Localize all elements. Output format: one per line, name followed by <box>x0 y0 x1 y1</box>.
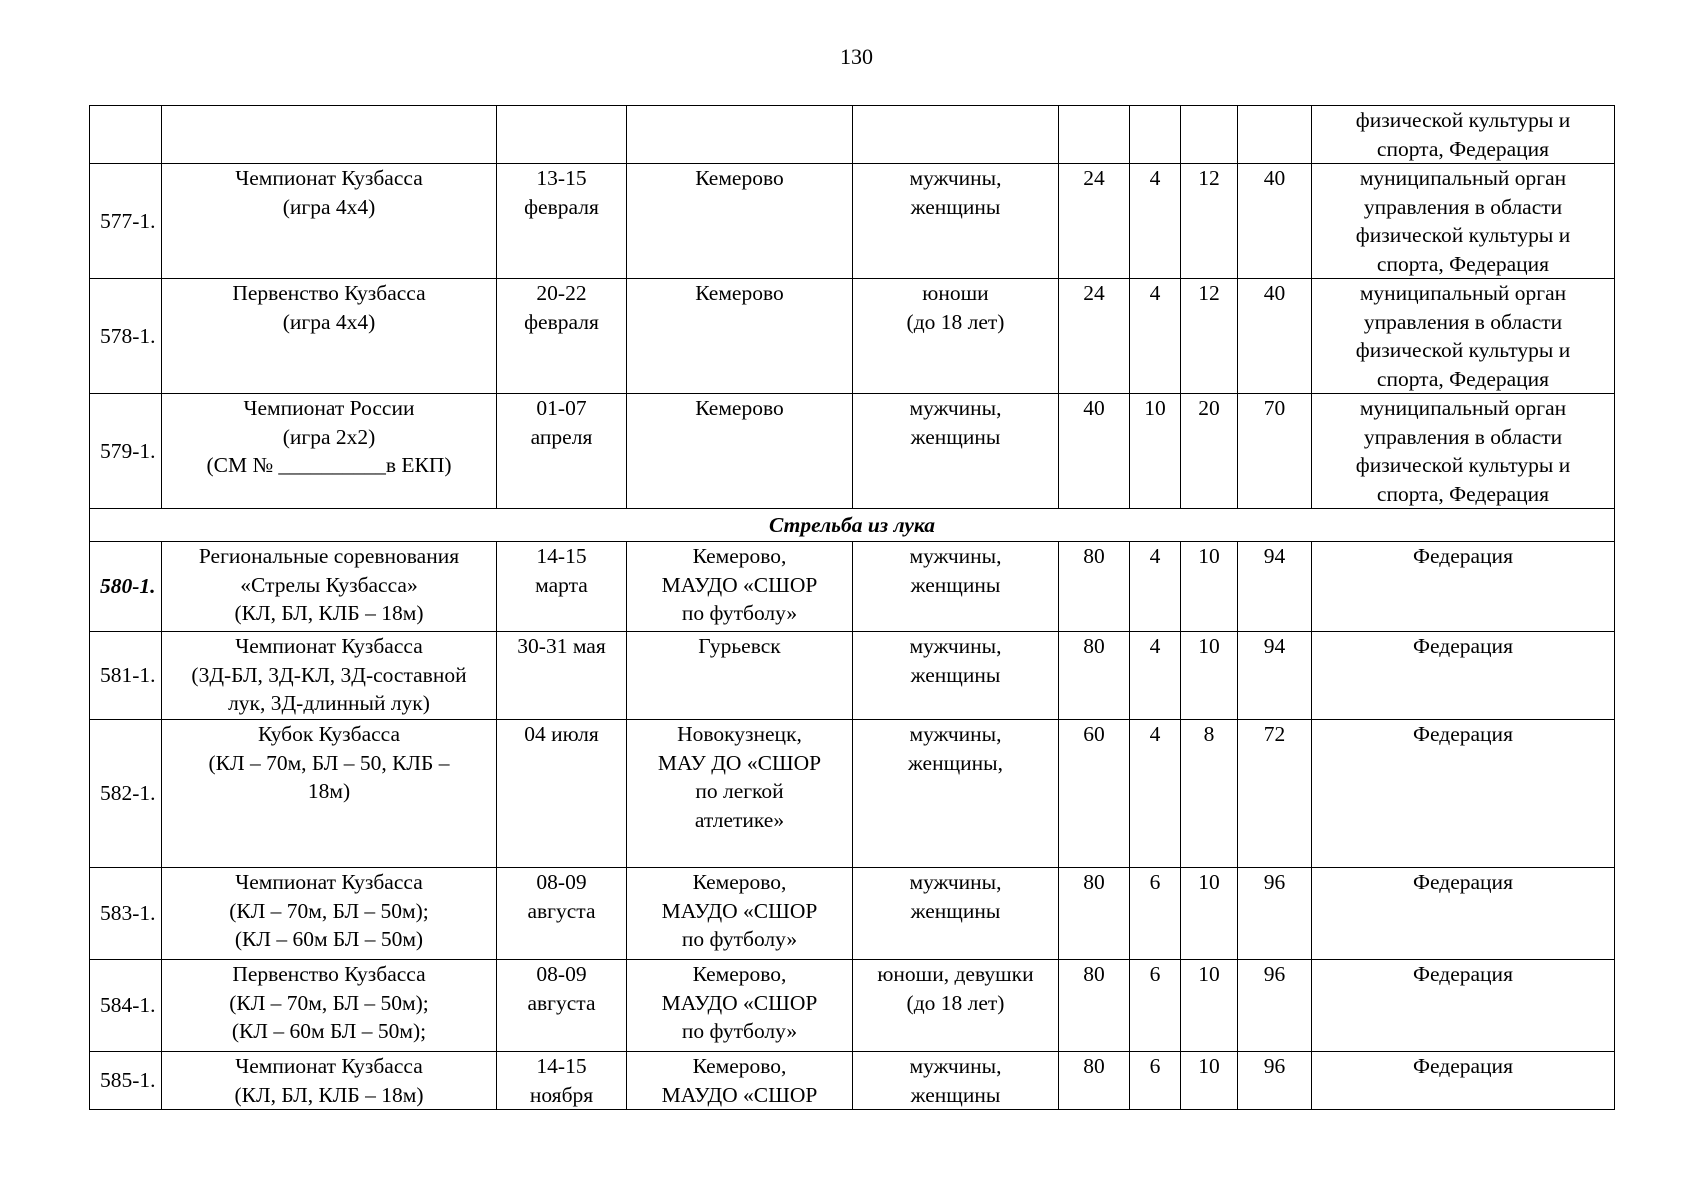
cell-number <box>90 164 162 279</box>
count-value: 40 <box>1263 166 1286 190</box>
organizer-line: Федерация <box>1413 722 1513 746</box>
event-name-line: Чемпионат Кузбасса <box>235 870 423 894</box>
date-line: 14-15 <box>536 544 587 568</box>
event-name-line: Чемпионат Кузбасса <box>235 634 423 658</box>
cell-count-3 <box>1181 632 1238 720</box>
organizer-line: муниципальный орган <box>1359 281 1567 305</box>
count-value: 96 <box>1263 870 1286 894</box>
cell-count-2 <box>1130 394 1181 509</box>
cell-count-3 <box>1181 279 1238 394</box>
count-value: 4 <box>1149 722 1161 746</box>
count-value: 80 <box>1083 634 1105 658</box>
venue-line: Кемерово <box>695 281 784 305</box>
count-value: 24 <box>1083 166 1105 190</box>
cell-event-name <box>162 164 497 279</box>
cell-dates <box>497 394 627 509</box>
cell-number <box>90 106 162 164</box>
event-name-line: (КЛ – 70м, БЛ – 50м); <box>229 990 429 1015</box>
organizer-line: Федерация <box>1413 1054 1513 1078</box>
row-number: 583-1. <box>100 901 156 926</box>
cell-event-name <box>162 720 497 868</box>
date-line: 30-31 мая <box>517 634 606 658</box>
table-row <box>90 720 1615 868</box>
count-value: 8 <box>1203 722 1215 746</box>
section-heading: Стрельба из лука <box>90 509 1615 542</box>
organizer-line: спорта, Федерация <box>1376 481 1550 506</box>
cell-participants <box>853 279 1059 394</box>
cell-count-3 <box>1181 542 1238 632</box>
event-name-line: (игра 2х2) <box>282 424 376 449</box>
cell-count-1 <box>1059 106 1130 164</box>
venue-line: Новокузнецк, <box>677 722 802 746</box>
cell-number <box>90 394 162 509</box>
date-line: апреля <box>530 424 593 449</box>
organizer-line: управления в области <box>1363 309 1563 334</box>
event-name-line: Первенство Кузбасса <box>232 281 426 305</box>
cell-organizer <box>1312 632 1615 720</box>
cell-count-total <box>1238 720 1312 868</box>
participants-line: женщины <box>910 424 1001 449</box>
cell-count-2 <box>1130 279 1181 394</box>
participants-line: женщины <box>910 898 1001 923</box>
date-line: 13-15 <box>536 166 587 190</box>
event-name-line: (СМ № __________в ЕКП) <box>206 453 452 477</box>
cell-organizer <box>1312 1052 1615 1110</box>
cell-venue <box>627 868 853 960</box>
participants-line: (до 18 лет) <box>906 309 1005 334</box>
cell-participants <box>853 542 1059 632</box>
participants-line: женщины <box>910 1082 1001 1107</box>
count-value: 10 <box>1198 870 1220 894</box>
cell-count-total <box>1238 164 1312 279</box>
venue-line: Кемерово, <box>692 1054 787 1078</box>
cell-event-name <box>162 394 497 509</box>
venue-line: по футболу» <box>681 1019 798 1043</box>
event-name-line: 18м) <box>307 779 351 803</box>
cell-count-2 <box>1130 106 1181 164</box>
count-value: 80 <box>1083 962 1105 986</box>
count-value: 10 <box>1198 544 1220 568</box>
cell-count-3 <box>1181 394 1238 509</box>
participants-line: мужчины, <box>909 870 1002 894</box>
table-row <box>90 868 1615 960</box>
cell-number <box>90 720 162 868</box>
cell-dates <box>497 106 627 164</box>
participants-line: женщины, <box>907 750 1003 775</box>
cell-venue <box>627 960 853 1052</box>
row-number: 577-1. <box>100 208 156 233</box>
cell-participants <box>853 106 1059 164</box>
cell-count-3 <box>1181 164 1238 279</box>
cell-venue <box>627 632 853 720</box>
page-number: 130 <box>840 44 873 69</box>
participants-line: мужчины, <box>909 634 1002 658</box>
cell-participants <box>853 1052 1059 1110</box>
venue-line: атлетике» <box>694 807 785 832</box>
count-value: 94 <box>1263 544 1286 568</box>
venue-line: Кемерово <box>695 166 784 190</box>
organizer-line: управления в области <box>1363 194 1563 219</box>
cell-participants <box>853 394 1059 509</box>
cell-number <box>90 1052 162 1110</box>
event-name-line: Первенство Кузбасса <box>232 962 426 986</box>
count-value: 6 <box>1149 962 1161 986</box>
participants-line: юноши, девушки <box>877 962 1034 986</box>
venue-line: по легкой <box>695 779 784 803</box>
cell-count-3 <box>1181 868 1238 960</box>
cell-event-name <box>162 1052 497 1110</box>
count-value: 4 <box>1149 634 1161 658</box>
row-number: 584-1. <box>100 993 156 1018</box>
cell-number <box>90 279 162 394</box>
participants-line: мужчины, <box>909 396 1002 420</box>
cell-count-1 <box>1059 1052 1130 1110</box>
cell-venue <box>627 542 853 632</box>
cell-organizer <box>1312 164 1615 279</box>
cell-dates <box>497 279 627 394</box>
date-line: 08-09 <box>536 962 587 986</box>
count-value: 96 <box>1263 1054 1286 1078</box>
date-line: 14-15 <box>536 1054 587 1078</box>
cell-count-3 <box>1181 720 1238 868</box>
organizer-line: муниципальный орган <box>1359 166 1567 190</box>
count-value: 10 <box>1144 396 1166 420</box>
organizer-line: спорта, Федерация <box>1376 366 1550 391</box>
participants-line: женщины <box>910 194 1001 219</box>
event-name-line: (3Д-БЛ, 3Д-КЛ, 3Д-составной <box>191 662 467 687</box>
cell-count-2 <box>1130 720 1181 868</box>
table-row <box>90 960 1615 1052</box>
event-name-line: «Стрелы Кузбасса» <box>240 572 418 597</box>
table-row <box>90 1052 1615 1110</box>
cell-venue <box>627 720 853 868</box>
cell-dates <box>497 164 627 279</box>
event-name-line: (игра 4х4) <box>282 194 376 219</box>
cell-organizer <box>1312 279 1615 394</box>
organizer-line: Федерация <box>1413 962 1513 986</box>
cell-venue <box>627 279 853 394</box>
date-line: февраля <box>524 194 599 219</box>
count-value: 40 <box>1263 281 1286 305</box>
count-value: 12 <box>1198 166 1220 190</box>
count-value: 80 <box>1083 544 1105 568</box>
row-number: 579-1. <box>100 438 156 463</box>
participants-line: женщины <box>910 662 1001 687</box>
count-value: 10 <box>1198 634 1220 658</box>
row-number: 578-1. <box>100 323 156 348</box>
organizer-line: Федерация <box>1413 634 1513 658</box>
cell-count-total <box>1238 542 1312 632</box>
events-table-body <box>90 106 1615 1110</box>
count-value: 20 <box>1198 396 1220 420</box>
count-value: 6 <box>1149 870 1161 894</box>
cell-count-1 <box>1059 720 1130 868</box>
organizer-line: Федерация <box>1413 544 1513 568</box>
cell-participants <box>853 868 1059 960</box>
cell-count-1 <box>1059 279 1130 394</box>
organizer-line: управления в области <box>1363 424 1563 449</box>
participants-line: юноши <box>922 281 989 305</box>
count-value: 4 <box>1149 166 1161 190</box>
table-row <box>90 394 1615 509</box>
cell-count-1 <box>1059 394 1130 509</box>
row-number: 581-1. <box>100 663 156 688</box>
table-row <box>90 164 1615 279</box>
row-number: 580-1. <box>100 574 156 599</box>
date-line: 08-09 <box>536 870 587 894</box>
cell-organizer <box>1312 542 1615 632</box>
count-value: 4 <box>1149 281 1161 305</box>
venue-line: Гурьевск <box>698 634 781 658</box>
cell-count-2 <box>1130 632 1181 720</box>
cell-participants <box>853 720 1059 868</box>
cell-venue <box>627 1052 853 1110</box>
cell-organizer <box>1312 868 1615 960</box>
count-value: 94 <box>1263 634 1286 658</box>
cell-count-total <box>1238 868 1312 960</box>
count-value: 4 <box>1149 544 1161 568</box>
event-name-line: (КЛ – 60м БЛ – 50м); <box>231 1019 427 1043</box>
organizer-line: физической культуры и <box>1355 108 1571 132</box>
event-name-line: Кубок Кузбасса <box>257 722 401 746</box>
count-value: 60 <box>1083 722 1105 746</box>
cell-number <box>90 632 162 720</box>
cell-count-2 <box>1130 164 1181 279</box>
date-line: августа <box>527 898 596 923</box>
event-name-line: (КЛ – 60м БЛ – 50м) <box>234 927 424 951</box>
participants-line: мужчины, <box>909 544 1002 568</box>
cell-organizer <box>1312 106 1615 164</box>
organizer-line: муниципальный орган <box>1359 396 1567 420</box>
organizer-line: Федерация <box>1413 870 1513 894</box>
cell-participants <box>853 960 1059 1052</box>
venue-line: Кемерово, <box>692 870 787 894</box>
cell-count-2 <box>1130 868 1181 960</box>
cell-count-2 <box>1130 1052 1181 1110</box>
cell-count-3 <box>1181 960 1238 1052</box>
cell-count-3 <box>1181 106 1238 164</box>
organizer-line: физической культуры и <box>1355 223 1571 247</box>
cell-count-1 <box>1059 960 1130 1052</box>
count-value: 72 <box>1263 722 1286 746</box>
count-value: 80 <box>1083 1054 1105 1078</box>
cell-count-2 <box>1130 960 1181 1052</box>
cell-organizer <box>1312 960 1615 1052</box>
participants-line: мужчины, <box>909 166 1002 190</box>
event-name-line: (игра 4х4) <box>282 309 376 334</box>
count-value: 24 <box>1083 281 1105 305</box>
event-name-line: (КЛ – 70м, БЛ – 50м); <box>229 898 429 923</box>
cell-participants <box>853 164 1059 279</box>
table-row <box>90 632 1615 720</box>
cell-venue <box>627 106 853 164</box>
cell-count-1 <box>1059 632 1130 720</box>
cell-count-total <box>1238 394 1312 509</box>
cell-number <box>90 960 162 1052</box>
count-value: 80 <box>1083 870 1105 894</box>
date-line: марта <box>535 572 588 597</box>
cell-venue <box>627 394 853 509</box>
cell-count-total <box>1238 279 1312 394</box>
event-name-line: (КЛ, БЛ, КЛБ – 18м) <box>234 1082 424 1107</box>
table-row <box>90 279 1615 394</box>
organizer-line: физической культуры и <box>1355 453 1571 477</box>
cell-number <box>90 868 162 960</box>
count-value: 10 <box>1198 1054 1220 1078</box>
table-row <box>90 542 1615 632</box>
date-line: 20-22 <box>536 281 587 305</box>
cell-count-1 <box>1059 542 1130 632</box>
count-value: 12 <box>1198 281 1220 305</box>
cell-event-name <box>162 542 497 632</box>
cell-dates <box>497 1052 627 1110</box>
participants-line: женщины <box>910 572 1001 597</box>
cell-count-total <box>1238 960 1312 1052</box>
venue-line: Кемерово, <box>692 544 787 568</box>
date-line: 04 июля <box>524 722 599 746</box>
venue-line: Кемерово <box>695 396 784 420</box>
event-name-line: Чемпионат Кузбасса <box>235 1054 423 1078</box>
date-line: ноября <box>529 1082 594 1107</box>
venue-line: МАУ ДО «СШОР <box>657 750 822 775</box>
events-table <box>89 105 1615 1110</box>
cell-number <box>90 542 162 632</box>
table-row-continuation <box>90 106 1615 164</box>
event-name-line: Чемпионат Кузбасса <box>235 166 423 190</box>
organizer-line: спорта, Федерация <box>1376 251 1550 276</box>
date-line: февраля <box>524 309 599 334</box>
cell-count-2 <box>1130 542 1181 632</box>
cell-count-1 <box>1059 164 1130 279</box>
cell-venue <box>627 164 853 279</box>
venue-line: Кемерово, <box>692 962 787 986</box>
cell-event-name <box>162 632 497 720</box>
cell-count-1 <box>1059 868 1130 960</box>
organizer-line: спорта, Федерация <box>1376 136 1550 161</box>
cell-count-total <box>1238 106 1312 164</box>
organizer-line: физической культуры и <box>1355 338 1571 362</box>
cell-dates <box>497 960 627 1052</box>
participants-line: мужчины, <box>909 1054 1002 1078</box>
row-number: 585-1. <box>100 1068 156 1093</box>
venue-line: по футболу» <box>681 927 798 951</box>
section-heading-row <box>90 509 1615 542</box>
cell-count-3 <box>1181 1052 1238 1110</box>
cell-participants <box>853 632 1059 720</box>
cell-count-total <box>1238 1052 1312 1110</box>
cell-dates <box>497 542 627 632</box>
venue-line: МАУДО «СШОР <box>661 990 818 1015</box>
count-value: 6 <box>1149 1054 1161 1078</box>
participants-line: (до 18 лет) <box>906 990 1005 1015</box>
venue-line: МАУДО «СШОР <box>661 572 818 597</box>
cell-dates <box>497 632 627 720</box>
cell-organizer <box>1312 394 1615 509</box>
cell-event-name <box>162 106 497 164</box>
event-name-line: Чемпионат России <box>243 396 415 420</box>
cell-event-name <box>162 868 497 960</box>
cell-dates <box>497 868 627 960</box>
participants-line: мужчины, <box>909 722 1002 746</box>
cell-event-name <box>162 960 497 1052</box>
cell-dates <box>497 720 627 868</box>
date-line: августа <box>527 990 596 1015</box>
count-value: 96 <box>1263 962 1286 986</box>
count-value: 70 <box>1263 396 1286 420</box>
cell-count-total <box>1238 632 1312 720</box>
event-name-line: лук, 3Д-длинный лук) <box>228 691 430 715</box>
count-value: 10 <box>1198 962 1220 986</box>
cell-organizer <box>1312 720 1615 868</box>
count-value: 40 <box>1083 396 1105 420</box>
date-line: 01-07 <box>536 396 587 420</box>
event-name-line: Региональные соревнования <box>198 544 460 568</box>
venue-line: МАУДО «СШОР <box>661 898 818 923</box>
venue-line: по футболу» <box>681 601 798 625</box>
cell-event-name <box>162 279 497 394</box>
row-number: 582-1. <box>100 781 156 806</box>
venue-line: МАУДО «СШОР <box>661 1082 818 1107</box>
event-name-line: (КЛ, БЛ, КЛБ – 18м) <box>234 601 424 625</box>
event-name-line: (КЛ – 70м, БЛ – 50, КЛБ – <box>208 750 450 775</box>
